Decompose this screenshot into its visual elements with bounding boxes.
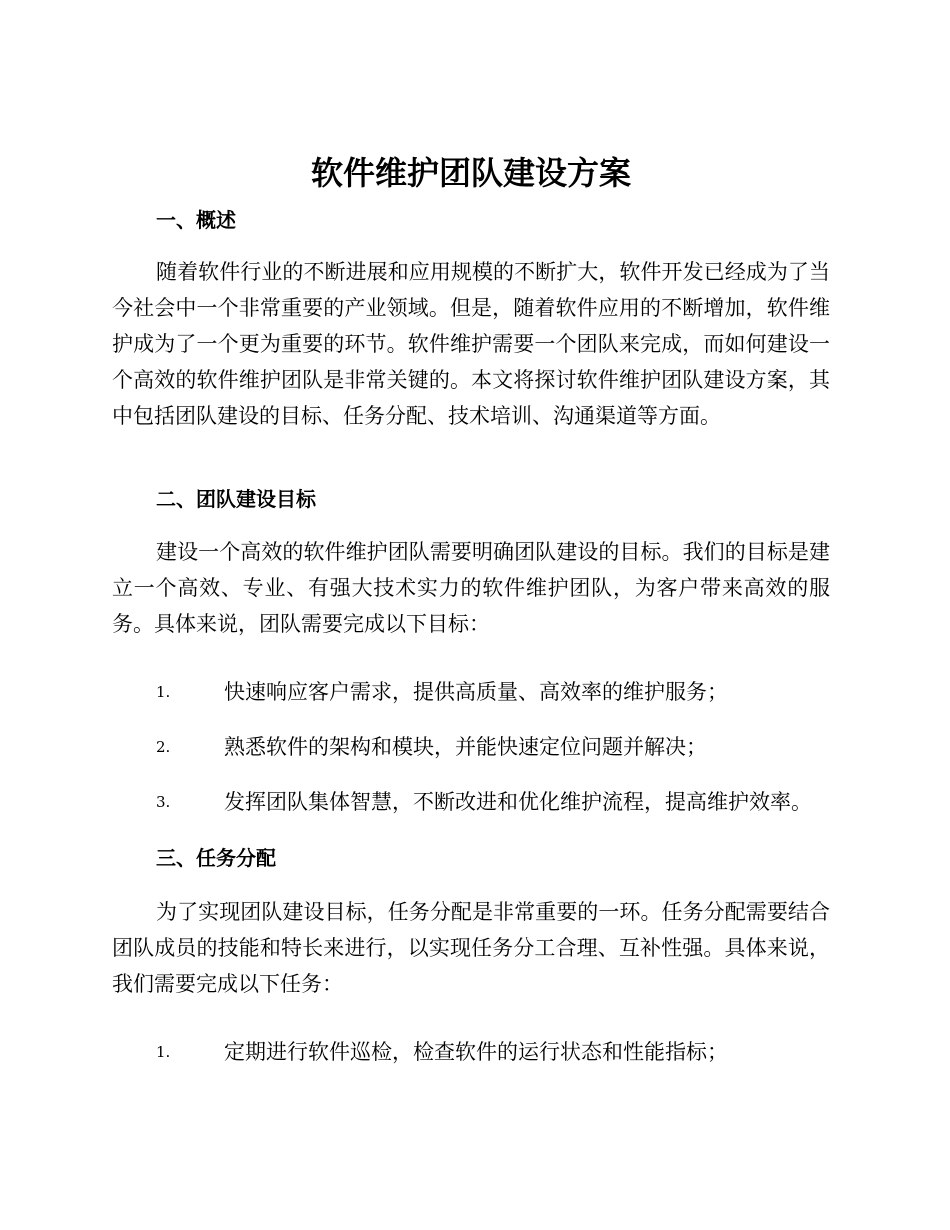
goal-list-item — [112, 784, 830, 820]
list-item-text: 定期进行软件巡检，检查软件的运行状态和性能指标； — [224, 1040, 728, 1064]
goal-list-item — [112, 729, 830, 765]
section-heading-goals: 二、团队建设目标 — [156, 487, 316, 511]
task-allocation-paragraph: 为了实现团队建设目标，任务分配是非常重要的一环。任务分配需要结合团队成员的技能和特长来进行，以实现任务分工合理、互补性强。具体来说，我们需要完成以下任务： — [112, 900, 830, 996]
list-number: 3. — [156, 793, 171, 811]
list-item-text: 发挥团队集体智慧，不断改进和优化维护流程，提高维护效率。 — [224, 790, 812, 814]
goals-paragraph: 建设一个高效的软件维护团队需要明确团队建设的目标。我们的目标是建立一个高效、专业、有强大技术实力的软件维护团队，为客户带来高效的服务。具体来说，团队需要完成以下目标： — [112, 540, 830, 636]
task-list-item — [112, 1034, 830, 1070]
list-item-text: 快速响应客户需求，提供高质量、高效率的维护服务； — [224, 680, 728, 704]
goal-list-item — [112, 674, 830, 710]
section-heading-task-allocation: 三、任务分配 — [156, 846, 276, 870]
list-number: 2. — [156, 738, 171, 756]
overview-paragraph: 随着软件行业的不断进展和应用规模的不断扩大，软件开发已经成为了当今社会中一个非常重要的产业领域。但是，随着软件应用的不断增加，软件维护成为了一个更为重要的环节。软件维护需要一个团队来完成，而如何建设一个高效的软件维护团队是非常关键的。本文将探讨软件维护团队建设方案，其中包括团队建设的目标、任务分配、技术培训、沟通渠道等方面。 — [112, 260, 830, 428]
list-number: 1. — [156, 1043, 171, 1061]
list-number: 1. — [156, 683, 171, 701]
section-heading-overview: 一、概述 — [156, 208, 236, 232]
document-title: 软件维护团队建设方案 — [310, 154, 631, 192]
list-item-text: 熟悉软件的架构和模块，并能快速定位问题并解决； — [224, 735, 707, 759]
